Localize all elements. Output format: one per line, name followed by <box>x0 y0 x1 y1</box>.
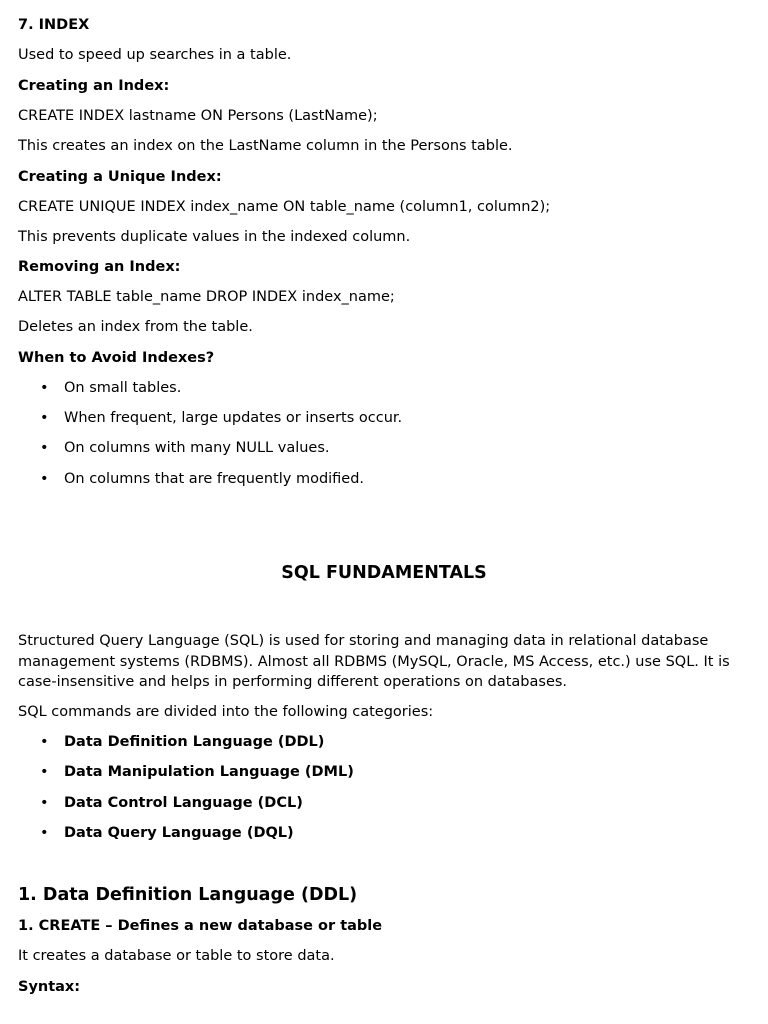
list-item-text: When frequent, large updates or inserts occur. <box>64 410 403 426</box>
list-item-text: Data Query Language (DQL) <box>64 825 294 841</box>
index-heading: 7. INDEX <box>18 17 90 33</box>
unique-index-heading: Creating a Unique Index: <box>18 169 222 185</box>
unique-index-sql: CREATE UNIQUE INDEX index_name ON table_name (column1, column2); <box>18 199 551 215</box>
list-item-text: On columns with many NULL values. <box>64 440 330 456</box>
list-item-text: Data Manipulation Language (DML) <box>64 764 354 780</box>
create-command-heading: 1. CREATE – Defines a new database or table <box>18 918 383 934</box>
index-intro: Used to speed up searches in a table. <box>18 47 292 63</box>
bullet-glyph: • <box>40 825 49 841</box>
list-item-text: Data Definition Language (DDL) <box>64 734 325 750</box>
remove-index-description: Deletes an index from the table. <box>18 319 253 335</box>
syntax-label: Syntax: <box>18 979 81 995</box>
fundamentals-intro: Structured Query Language (SQL) is used for storing and managing data in relational database management systems (RDBMS). Almost all RDBMS (MySQL, Oracle, MS Access, etc.) use SQL. It is case-insensitive and helps in performing different operations on databases. <box>18 633 730 690</box>
create-index-heading: Creating an Index: <box>18 78 170 94</box>
section-title: SQL FUNDAMENTALS <box>281 563 487 583</box>
list-item-text: On small tables. <box>64 380 182 396</box>
create-index-description: This creates an index on the LastName column in the Persons table. <box>18 138 513 154</box>
remove-index-heading: Removing an Index: <box>18 259 181 275</box>
avoid-indexes-heading: When to Avoid Indexes? <box>18 350 215 366</box>
bullet-glyph: • <box>40 440 49 456</box>
create-command-description: It creates a database or table to store data. <box>18 948 335 964</box>
bullet-glyph: • <box>40 764 49 780</box>
list-item-text: On columns that are frequently modified. <box>64 471 365 487</box>
bullet-glyph: • <box>40 380 49 396</box>
remove-index-sql: ALTER TABLE table_name DROP INDEX index_name; <box>18 289 395 305</box>
ddl-heading: 1. Data Definition Language (DDL) <box>18 885 358 905</box>
list-item-text: Data Control Language (DCL) <box>64 795 303 811</box>
create-index-sql: CREATE INDEX lastname ON Persons (LastName); <box>18 108 378 124</box>
bullet-glyph: • <box>40 471 49 487</box>
unique-index-description: This prevents duplicate values in the indexed column. <box>18 229 411 245</box>
bullet-glyph: • <box>40 795 49 811</box>
bullet-glyph: • <box>40 410 49 426</box>
bullet-glyph: • <box>40 734 49 750</box>
categories-intro: SQL commands are divided into the following categories: <box>18 704 434 720</box>
